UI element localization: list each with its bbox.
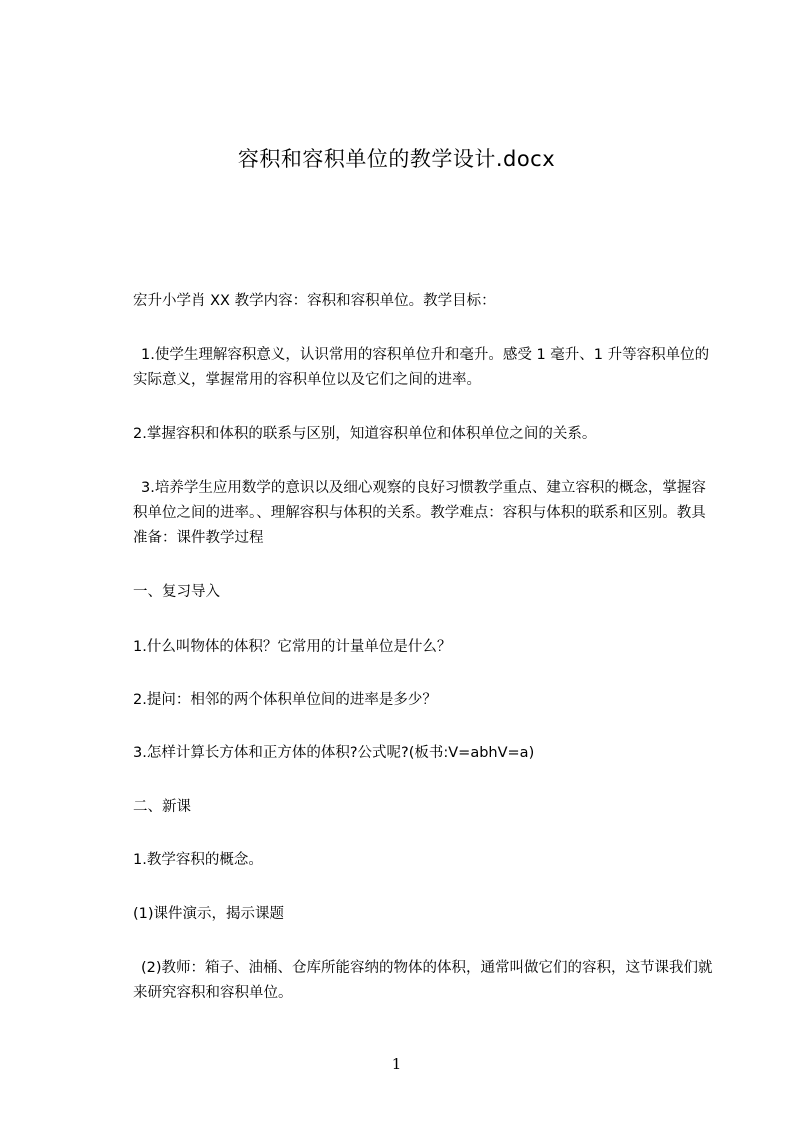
- paragraph-new-1-1: (1)课件演示，揭示课题: [133, 906, 285, 922]
- paragraph-intro: 宏升小学肖 XX 教学内容：容积和容积单位。教学目标：: [133, 293, 496, 309]
- section-heading-review: 一、复习导入: [133, 584, 220, 600]
- paragraph-new-1: 1.教学容积的概念。: [133, 852, 263, 868]
- paragraph-review-3: 3.怎样计算长方体和正方体的体积?公式呢?(板书:V=abhV=a): [133, 745, 535, 761]
- section-heading-new-lesson: 二、新课: [133, 799, 191, 815]
- page-number: 1: [391, 1055, 402, 1073]
- paragraph-goal-3: 3.培养学生应用数学的意识以及细心观察的良好习惯教学重点、建立容积的概念，掌握容积单位之间的进率。、理解容积与体积的关系。教学难点：容积与体积的联系和区别。教具准备：课件教学过程: [133, 480, 706, 546]
- paragraph-review-2: 2.提问：相邻的两个体积单位间的进率是多少？: [133, 692, 437, 708]
- paragraph-new-1-2: (2)教师：箱子、油桶、仓库所能容纳的物体的体积，通常叫做它们的容积，这节课我们就来研究容积和容积单位。: [133, 960, 713, 1001]
- paragraph-goal-1: 1.使学生理解容积意义，认识常用的容积单位升和毫升。感受 1 毫升、1 升等容积单位的实际意义，掌握常用的容积单位以及它们之间的进率。: [133, 347, 710, 388]
- paragraph-review-1: 1.什么叫物体的体积？它常用的计量单位是什么？: [133, 639, 452, 655]
- paragraph-goal-2: 2.掌握容积和体积的联系与区别，知道容积单位和体积单位之间的关系。: [133, 426, 597, 442]
- page-title: 容积和容积单位的教学设计.docx: [237, 147, 556, 171]
